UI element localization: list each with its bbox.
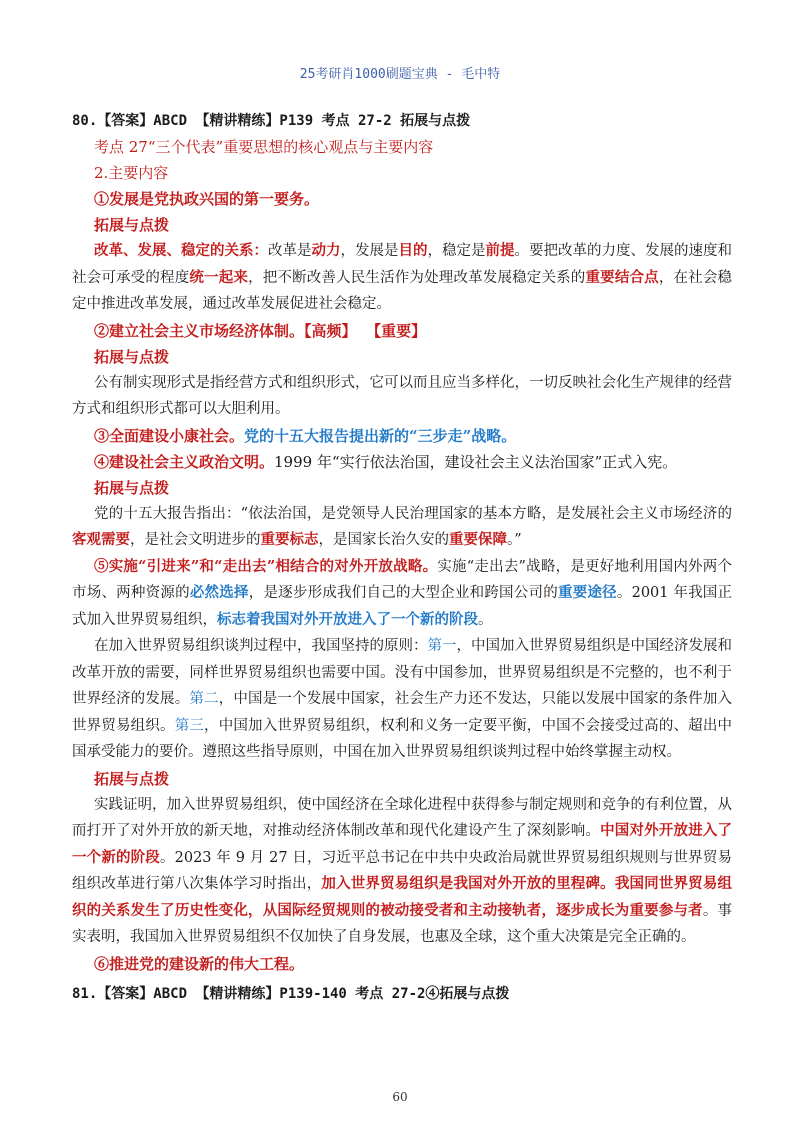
answer-81-label: 81.【答案】ABCD 【精讲精练】P139-140 考点 27-2④拓展与点拨 [72,985,510,1002]
topic-heading: 考点 27“三个代表”重要思想的核心观点与主要内容 [94,138,434,156]
tuozhan-heading-3: 拓展与点拨 [94,478,170,497]
item-2: ②建立社会主义市场经济体制。【高频】 【重要】 [94,321,427,340]
paragraph-wto-practice: 实践证明，加入世界贸易组织，使中国经济在全球化进程中获得参与制定规则和竞争的有利位置，从而打开了对外开放的新天地，对推动经济体制改革和现代化建设产生了深刻影响。中国对外开放进入了一个新的阶段。2023 年 9 月 27 日，习近平总书记在中共中央政治局就世界贸易组织规则与世界贸易组织改革进行第八次集体学习时指出，加入世界贸易组织是我国对外开放的里程碑。我国同世界贸易组织的关系发生了历史性变化，从国际经贸规则的被动接受者和主动接轨者，逐步成长为重要参与者。事实表明，我国加入世界贸易组织不仅加快了自身发展，也惠及全球，这个重大决策是完全正确的。 [72,796,733,945]
paragraph-rule-of-law: 党的十五大报告指出：“依法治国，是党领导人民治理国家的基本方略，是发展社会主义市场经济的客观需要，是社会文明进步的重要标志，是国家长治久安的重要保障。” [72,505,732,548]
paragraph-opening-strategy: ⑤实施“引进来”和“走出去”相结合的对外开放战略。实施“走出去”战略，是更好地利用国内外两个市场、两种资源的必然选择，是逐步形成我们自己的大型企业和跨国公司的重要途径。2001 年我国正式加入世界贸易组织，标志着我国对外开放进入了一个新的阶段。 [72,557,733,628]
paragraph-ownership: 公有制实现形式是指经营方式和组织形式，它可以而且应当多样化，一切反映社会化生产规律的经营方式和组织形式都可以大胆利用。 [72,374,732,417]
tuozhan-heading-4: 拓展与点拨 [94,769,170,788]
answer-80-label: 80.【答案】ABCD 【精讲精练】P139 考点 27-2 拓展与点拨 [72,113,471,129]
page-content [72,104,732,1007]
sub-heading: 2.主要内容 [94,164,169,182]
item-3: ③全面建设小康社会。党的十五大报告提出新的“三步走”战略。 [94,426,517,445]
item-4: ④建设社会主义政治文明。1999 年“实行依法治国，建设社会主义法治国家”正式入宪。 [94,452,678,471]
page-number: 60 [392,1090,408,1104]
item-1: ①发展是党执政兴国的第一要务。 [94,190,320,208]
paragraph-wto-principles: 在加入世界贸易组织谈判过程中，我国坚持的原则：第一，中国加入世界贸易组织是中国经济发展和改革开放的需要，同样世界贸易组织也需要中国。没有中国参加，世界贸易组织是不完整的，也不利于世界经济的发展。第二，中国是一个发展中国家，社会生产力还不发达，只能以发展中国家的条件加入世界贸易组织。第三，中国加入世界贸易组织，权利和义务一定要平衡，中国不会接受过高的、超出中国承受能力的要价。遵照这些指导原则，中国在加入世界贸易组织谈判过程中始终掌握主动权。 [72,638,733,760]
running-header: 25考研肖1000刷题宝典 - 毛中特 [299,67,501,82]
tuozhan-heading-1: 拓展与点拨 [94,216,170,234]
item-6: ⑥推进党的建设新的伟大工程。 [94,954,305,973]
tuozhan-heading-2: 拓展与点拨 [94,347,170,366]
paragraph-reform: 改革、发展、稳定的关系：改革是动力，发展是目的，稳定是前提。要把改革的力度、发展的速度和社会可承受的程度统一起来，把不断改善人民生活作为处理改革发展稳定关系的重要结合点，在社会稳定中推进改革发展，通过改革发展促进社会稳定。 [72,242,733,312]
